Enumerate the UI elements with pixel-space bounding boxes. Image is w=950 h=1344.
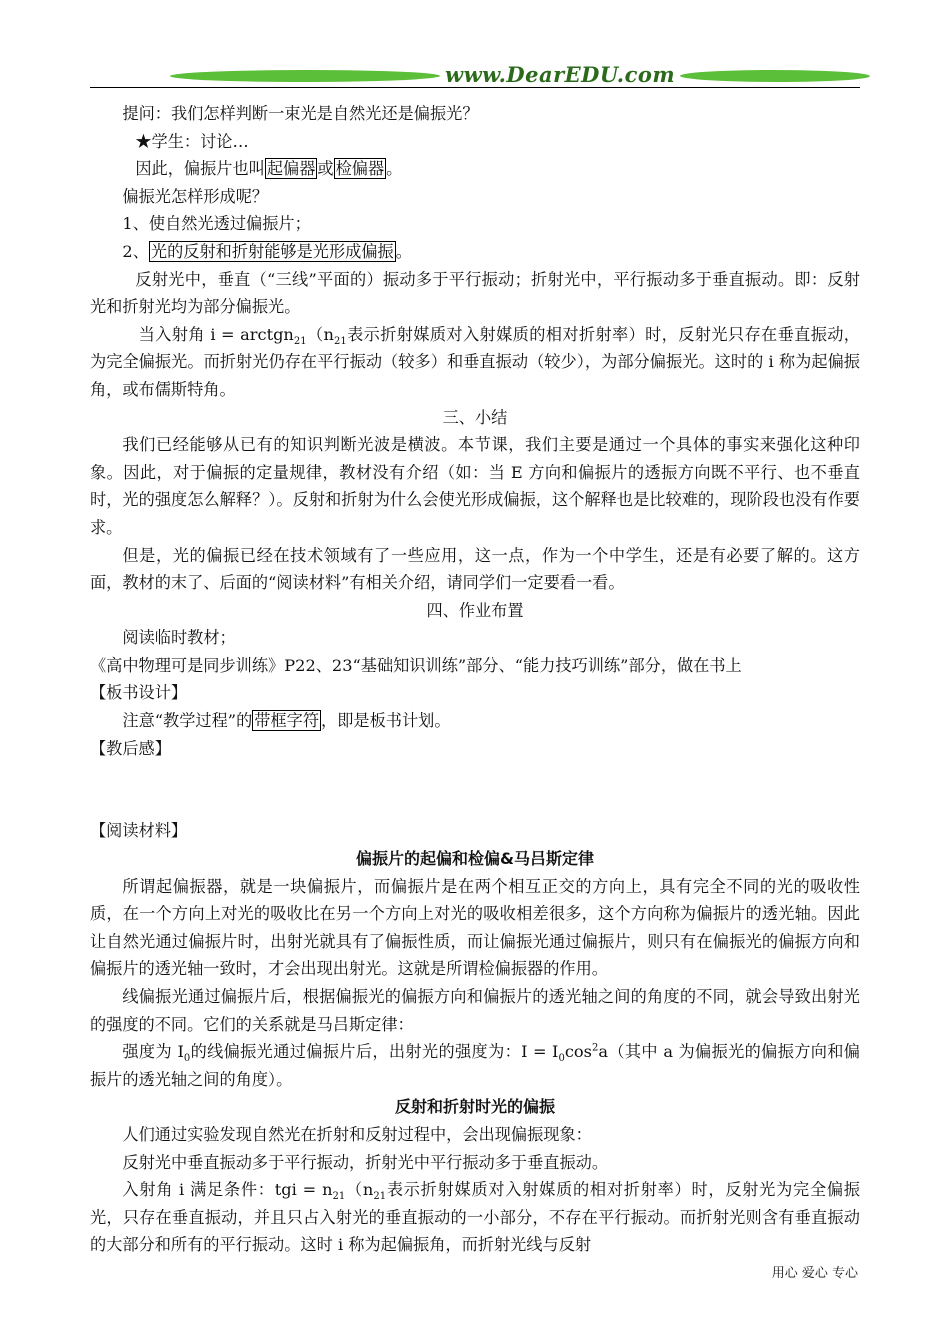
site-logo: www.DearEDU.com [445,62,676,87]
blank-line [90,762,860,790]
boxed-term-analyzer: 检偏器 [335,159,385,179]
paragraph-brewster: 当入射角 $i = arctgn_{21}(n_{21}$表示折射媒质对入射媒质的相对折射率）时，反射光只存在垂直振动，为完全偏振光。而折射光仍存在平行振动（较多）和垂直振动（较少），为部分偏振光。这时的 i 称为起偏振角，或布儒斯特角。 [90,324,860,399]
homework-2: 《高中物理可是同步训练》P22、23“基础知识训练”部分、“能力技巧训练”部分，做在书上 [90,655,742,675]
paragraph-reflection: 反射光中，垂直（“三线”平面的）振动多于平行振动；折射光中，平行振动多于垂直振动。即：反射光和折射光均为部分偏振光。 [90,269,860,317]
polarizer-names: 因此，偏振片也叫 起偏器 或 检偏器 。 [135,159,403,179]
list-item-1: 1、使自然光透过偏振片； [122,214,311,234]
reading-material-heading: 【阅读材料】 [90,821,188,841]
reading-paragraph-4: 反射光中垂直振动多于平行振动，折射光中平行振动多于垂直振动。 [122,1152,609,1172]
list-item-2: 2、 光的反射和折射能够是光形成偏振 。 [122,241,412,261]
reading-title-malus: 偏振片的起偏和检偏&马吕斯定律 [356,849,594,869]
paragraph-summary-1: 我们已经能够从已有的知识判断光波是横波。本节课，我们主要是通过一个具体的事实来强化这种印象。因此，对于偏振的定量规律，教材没有介绍（如：当 E 方向和偏振片的透振方向既不平行、也不垂直时，光的强度怎么解释？）。反射和折射为什么会使光形成偏振，这个解释也是比较难的，现阶段也没有作要求。 [90,435,860,537]
reading-paragraph-3: 人们通过实验发现自然光在折射和反射过程中，会出现偏振现象： [122,1124,592,1144]
reading-paragraph-1: 所谓起偏振器，就是一块偏振片，而偏振片是在两个相互正交的方向上，具有完全不同的光的吸收性质，在一个方向上对光的吸收比在另一个方向上对光的吸收相差很多，这个方向称为偏振片的透光轴。因此让自然光通过偏振片时，出射光就具有了偏振性质，而让偏振光通过偏振片，则只有在偏振光的偏振方向和偏振片的透光轴一致时，才会出现出射光。这就是所谓检偏振器的作用。 [90,876,860,979]
student-discussion: ★学生：讨论… [135,131,249,151]
formation-question: 偏振光怎样形成呢？ [122,186,269,206]
board-design-heading: 【板书设计】 [90,683,188,703]
reading-title-reflection: 反射和折射时光的偏振 [394,1097,555,1117]
page-header [90,60,860,90]
question-line: 提问：我们怎样判断一束光是自然光还是偏振光？ [122,104,479,123]
reflection-heading: 【教后感】 [90,738,171,758]
green-swoosh-right [678,70,872,82]
reading-paragraph-5: 入射角 i 满足条件：tgi = $n_{21}(n_{21}$表示折射媒质对入射媒质的相对折射率）时，反射光为完全偏振光，只存在垂直振动，并且只占入射光的垂直振动的一小部分，不存在平行振动。而折射光则含有垂直振动的大部分和所有的平行振动。这时 i 称为起偏振角，而折射光线与反射 [90,1180,860,1255]
boxed-term-reflection: 光的反射和折射能够是光形成偏振 [150,241,394,261]
page-footer: 用心 爱心 专心 [771,1266,858,1281]
boxed-term-polarizer: 起偏器 [266,159,316,179]
section-homework-title: 四、作业布置 [426,600,524,620]
homework-1: 阅读临时教材； [122,628,236,648]
reading-paragraph-malus-law: 强度为 $I_0$的线偏振光通过偏振片后，出射光的强度为：$I = I_0\cos^2a$（其中 a 为偏振光的偏振方向和偏振片的透光轴之间的角度）。 [90,1042,860,1089]
board-design-note: 注意“教学过程”的 带框字符 ，即是板书计划。 [122,711,451,731]
blank-line [90,790,860,818]
reading-paragraph-2: 线偏振光通过偏振片后，根据偏振光的偏振方向和偏振片的透光轴之间的角度的不同，就会导致出射光的强度的不同。它们的关系就是马吕斯定律： [90,987,860,1034]
document-body [90,100,860,1259]
boxed-term-boxed-chars: 带框字符 [254,711,320,731]
green-swoosh-left [168,70,442,82]
section-summary-title: 三、小结 [442,407,508,427]
header-rule [90,87,860,88]
paragraph-summary-2: 但是，光的偏振已经在技术领域有了一些应用，这一点，作为一个中学生，还是有必要了解的。这方面，教材的末了、后面的“阅读材料”有相关介绍，请同学们一定要看一看。 [90,545,860,593]
